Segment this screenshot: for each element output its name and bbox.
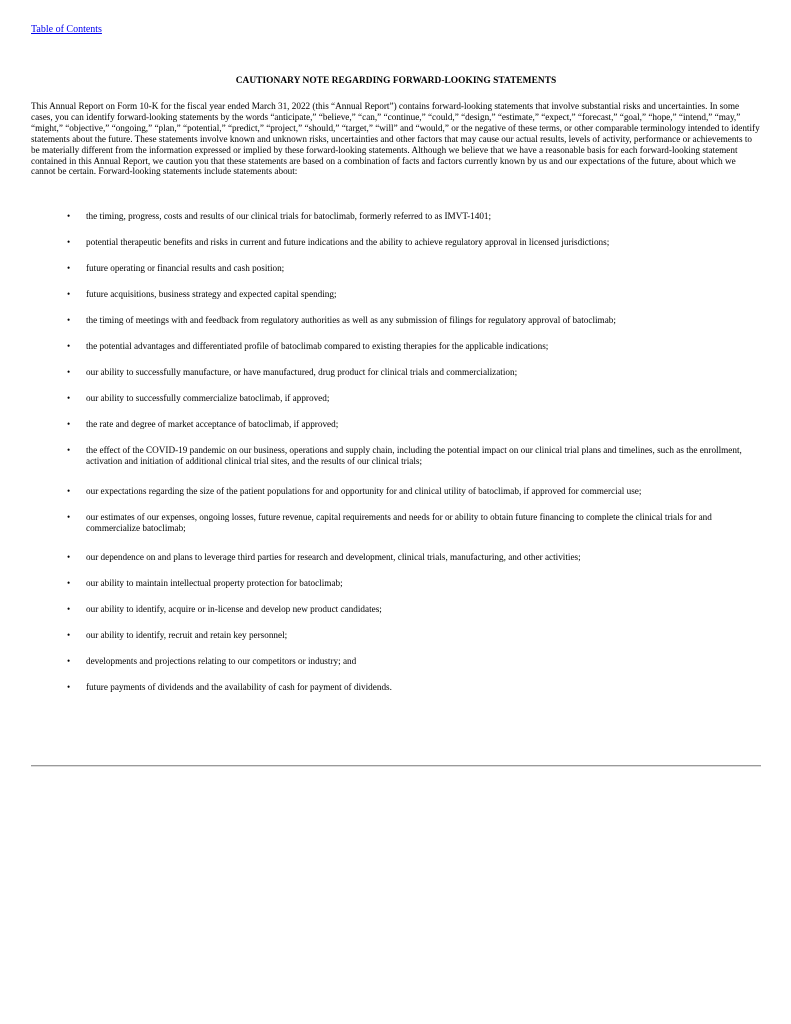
bullet-icon: • xyxy=(67,211,71,221)
bullet-icon: • xyxy=(67,604,71,614)
list-item xyxy=(31,263,761,274)
section-heading: CAUTIONARY NOTE REGARDING FORWARD-LOOKING STATEMENTS xyxy=(235,76,557,86)
list-item xyxy=(31,315,761,326)
bullet-icon: • xyxy=(67,237,71,247)
list-item-text: our ability to identify, acquire or in-license and develop new product candidates; xyxy=(86,604,382,614)
list-item-text: the timing of meetings with and feedback from regulatory authorities as well as any submission of filings for regulatory approval of batoclimab; xyxy=(86,315,616,325)
list-item xyxy=(31,578,761,589)
list-item xyxy=(31,486,761,497)
bullet-icon: • xyxy=(67,485,71,496)
list-item-text: our ability to maintain intellectual property protection for batoclimab; xyxy=(86,578,343,588)
list-item-text: the effect of the COVID-19 pandemic on our business, operations and supply chain, including the potential impact on our clinical trial plans and timelines, such as the enrollment, activation and initiation of additional clinical trial sites, and the results of our clinical trials; xyxy=(86,445,742,466)
list-item xyxy=(31,604,761,615)
bullet-icon: • xyxy=(67,393,71,403)
list-item-text: the potential advantages and differentiated profile of batoclimab compared to existing therapies for the applicable indications; xyxy=(86,341,549,351)
list-item xyxy=(31,211,761,222)
list-item xyxy=(31,367,761,378)
bullet-icon: • xyxy=(67,419,71,429)
list-item-text: our ability to successfully manufacture, or have manufactured, drug product for clinical trials and commercialization; xyxy=(86,367,518,377)
list-item xyxy=(31,630,761,641)
table-of-contents-link[interactable]: Table of Contents xyxy=(31,24,102,35)
list-item xyxy=(31,656,761,667)
bullet-icon: • xyxy=(67,656,71,666)
bullet-icon: • xyxy=(67,263,71,273)
bullet-icon: • xyxy=(67,341,71,351)
list-item xyxy=(31,341,761,352)
list-item-text: future payments of dividends and the availability of cash for payment of dividends. xyxy=(86,682,392,692)
bullet-icon: • xyxy=(67,445,71,455)
list-item-text: our ability to identify, recruit and retain key personnel; xyxy=(86,630,288,640)
list-item xyxy=(31,237,761,248)
list-item-text: future operating or financial results and cash position; xyxy=(86,263,285,273)
bullet-icon: • xyxy=(67,289,71,299)
list-item-text: future acquisitions, business strategy and expected capital spending; xyxy=(86,289,337,299)
list-item xyxy=(31,393,761,404)
bullet-icon: • xyxy=(67,578,71,588)
list-item-text: our ability to successfully commercialize batoclimab, if approved; xyxy=(86,393,330,403)
list-item xyxy=(31,682,761,693)
intro-paragraph: This Annual Report on Form 10-K for the fiscal year ended March 31, 2022 (this “Annual Report”) contains forward-looking statements that involve substantial risks and uncertainties. In some cases, you can identify forward-looking statements by the words “anticipate,” “believe,” “can,” “continue,” “could,” “design,” “estimate,” “expect,” “forecast,” “goal,” “hope,” “intend,” “may,” “might,” “objective,” “ongoing,” “plan,” “potential,” “predict,” “project,” “should,” “target,” “will” and “would,” or the negative of these terms, or other comparable terminology intended to identify statements about the future. These statements involve known and unknown risks, uncertainties and other factors that may cause our actual results, levels of activity, performance or achievements to be materially different from the information expressed or implied by these forward-looking statements. Although we believe that we have a reasonable basis for each forward-looking statement contained in this Annual Report, we caution you that these statements are based on a combination of facts and factors currently known by us and our expectations of the future, about which we cannot be certain. Forward-looking statements include statements about: xyxy=(31,101,760,177)
bullet-icon: • xyxy=(67,315,71,325)
bullet-icon: • xyxy=(67,367,71,377)
list-item xyxy=(31,445,761,467)
list-item xyxy=(31,512,761,534)
bullet-icon: • xyxy=(67,682,71,692)
list-item xyxy=(31,552,761,563)
list-item-text: our estimates of our expenses, ongoing losses, future revenue, capital requirements and needs for or ability to obtain future financing to complete the clinical trials for and commercialize batoclimab; xyxy=(86,511,712,533)
page-divider xyxy=(31,765,761,767)
list-item xyxy=(31,289,761,300)
list-item xyxy=(31,419,761,430)
bullet-icon: • xyxy=(67,630,71,640)
list-item-text: our dependence on and plans to leverage third parties for research and development, clinical trials, manufacturing, and other activities; xyxy=(86,552,581,562)
list-item-text: developments and projections relating to our competitors or industry; and xyxy=(86,656,357,666)
bullet-icon: • xyxy=(67,552,71,562)
list-item-text: the timing, progress, costs and results of our clinical trials for batoclimab, formerly referred to as IMVT-1401; xyxy=(86,211,492,221)
bullet-icon: • xyxy=(67,511,71,522)
forward-looking-statements-list xyxy=(31,211,761,708)
list-item-text: our expectations regarding the size of the patient populations for and opportunity for and clinical utility of batoclimab, if approved for commercial use; xyxy=(86,485,642,496)
list-item-text: the rate and degree of market acceptance of batoclimab, if approved; xyxy=(86,419,339,429)
list-item-text: potential therapeutic benefits and risks in current and future indications and the ability to achieve regulatory approval in licensed jurisdictions; xyxy=(86,237,610,247)
